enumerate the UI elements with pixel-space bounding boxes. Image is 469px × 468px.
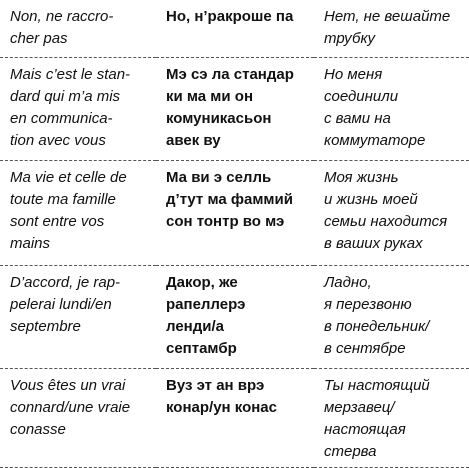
russian-translation: Моя жизнь и жизнь моей семьи находится в ваших руках [314,160,469,265]
french-phrase: Ma vie et celle de toute ma famille sont entre vos mains [0,160,156,265]
transcription-phrase: Ма ви э селль д’тут ма фаммий сон тонтр во мэ [156,160,314,265]
table-row [0,265,469,368]
table-row [0,0,469,57]
russian-translation: Ладно, я перезвоню в понедельник/ в сентябре [314,265,469,368]
russian-translation: Ты настоящий мерзавец/ настоящая стерва [314,368,469,467]
french-phrase: Mais c’est le stan- dard qui m’a mis en communica- tion avec vous [0,57,156,160]
french-phrase: D’accord, je rap- pelerai lundi/en septembre [0,265,156,368]
table-row [0,160,469,265]
french-phrase: Vous êtes un vrai connard/une vraie conasse [0,368,156,467]
transcription-phrase: Вуз эт ан врэ конар/ун конас [156,368,314,467]
transcription-phrase: Но, н’ракроше па [166,8,294,25]
table-row [0,368,469,467]
transcription-phrase: Дакор, же рапеллерэ ленди/а септамбр [156,265,314,368]
table-row [0,57,469,160]
russian-translation: Нет, не вешайте трубку [324,8,451,47]
russian-translation: Но меня соединили с вами на коммутаторе [314,57,469,160]
transcription-phrase: Мэ сэ ла стандар ки ма ми он комуникасьон авек ву [156,57,314,160]
french-phrase: Non, ne raccro- cher pas [10,8,114,47]
